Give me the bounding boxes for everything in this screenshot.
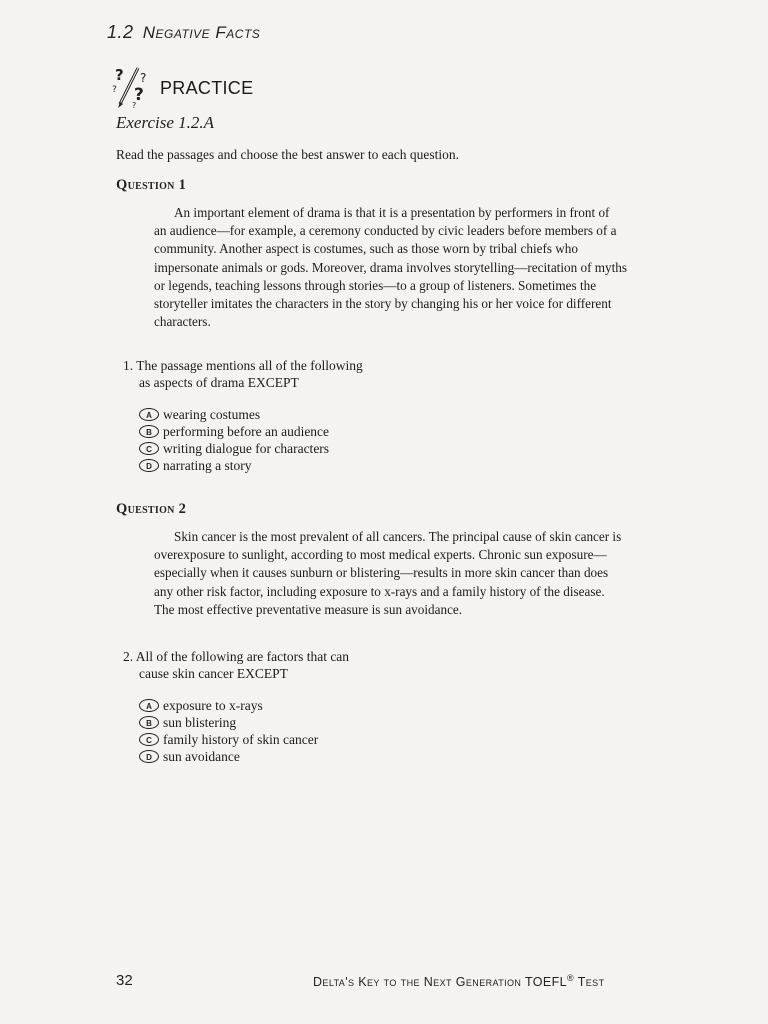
passage-line: The most effective preventative measure is sun avoidance. [154, 601, 463, 617]
answer-bubble[interactable]: C [139, 442, 159, 455]
option-text: performing before an audience [163, 424, 330, 439]
passage-line: any other risk factor, including exposure to x-rays and a family history of the disease. [154, 583, 605, 599]
practice-label: PRACTICE [160, 78, 254, 98]
passage-line: An important element of drama is that it is a presentation by performers in front of [174, 205, 610, 220]
prompt-line: cause skin cancer EXCEPT [139, 666, 288, 681]
answer-bubble[interactable]: A [139, 408, 159, 421]
page-number: 32 [116, 972, 133, 989]
passage-line: Skin cancer is the most prevalent of all cancers. The principal cause of skin cancer is [174, 529, 622, 544]
prompt-line: 2. All of the following are factors that can [123, 649, 350, 664]
answer-option-a[interactable] [139, 406, 329, 423]
question-2-prompt [123, 648, 349, 682]
prompt-line: as aspects of drama EXCEPT [139, 375, 299, 390]
answer-option-d[interactable] [139, 748, 318, 765]
answer-option-d[interactable] [139, 457, 329, 474]
question-2-passage [154, 528, 654, 619]
answer-bubble[interactable]: D [139, 750, 159, 763]
passage-line: or legends, teaching lessons through stories—to a group of listeners. Sometimes the [154, 277, 597, 293]
option-text: sun blistering [163, 715, 237, 730]
question-2-heading: Question 2 [116, 501, 187, 517]
book-title: Delta's Key to the Next Generation TOEFL [313, 975, 568, 990]
option-text: exposure to x-rays [163, 698, 263, 713]
answer-option-a[interactable] [139, 697, 318, 714]
question-1-options [139, 406, 329, 474]
question-1-heading: Question 1 [116, 177, 187, 193]
answer-bubble[interactable]: C [139, 733, 159, 746]
option-text: writing dialogue for characters [163, 441, 330, 456]
exercise-title: Exercise 1.2.A [116, 113, 215, 132]
answer-bubble[interactable]: A [139, 699, 159, 712]
option-text: wearing costumes [163, 407, 261, 422]
section-title: Negative Facts [142, 23, 261, 42]
question-2-options [139, 697, 318, 765]
book-title-end: Test [577, 975, 605, 990]
question-1-passage [154, 204, 654, 331]
svg-text:?: ? [115, 66, 124, 84]
instructions: Read the passages and choose the best answer to each question. [116, 147, 460, 162]
passage-line: storyteller imitates the characters in the story by changing his or her voice for different [154, 296, 612, 312]
question-1-prompt [123, 357, 363, 391]
answer-option-b[interactable] [139, 714, 318, 731]
passage-line: especially when it causes sunburn or blistering—results in more skin cancer than does [154, 565, 609, 581]
option-text: family history of skin cancer [163, 732, 319, 747]
passage-line: an audience—for example, a ceremony conducted by civic leaders before members of a [154, 223, 617, 239]
passage-line: overexposure to sunlight, according to most medical experts. Chronic sun exposure— [154, 547, 607, 563]
answer-bubble[interactable]: D [139, 459, 159, 472]
svg-text:?: ? [132, 101, 137, 108]
registered-mark: ® [567, 973, 575, 983]
question-marks-pencil-icon [112, 62, 162, 108]
svg-text:?: ? [134, 85, 144, 105]
option-text: sun avoidance [163, 749, 240, 764]
passage-line: impersonate animals or gods. Moreover, drama involves storytelling—recitation of myths [154, 259, 628, 275]
answer-option-c[interactable] [139, 731, 318, 748]
prompt-line: 1. The passage mentions all of the following [123, 358, 363, 373]
practice-banner [112, 62, 332, 110]
passage-line: community. Another aspect is costumes, such as those worn by tribal chiefs who [154, 241, 578, 257]
svg-text:?: ? [140, 71, 147, 85]
section-header [107, 22, 260, 43]
passage-line: characters. [154, 314, 211, 330]
answer-option-c[interactable] [139, 440, 329, 457]
option-text: narrating a story [163, 458, 252, 473]
book-title-footer [313, 973, 604, 989]
section-number: 1.2 [107, 22, 134, 42]
svg-text:?: ? [112, 85, 117, 95]
answer-bubble[interactable]: B [139, 716, 159, 729]
answer-option-b[interactable] [139, 423, 329, 440]
answer-bubble[interactable]: B [139, 425, 159, 438]
